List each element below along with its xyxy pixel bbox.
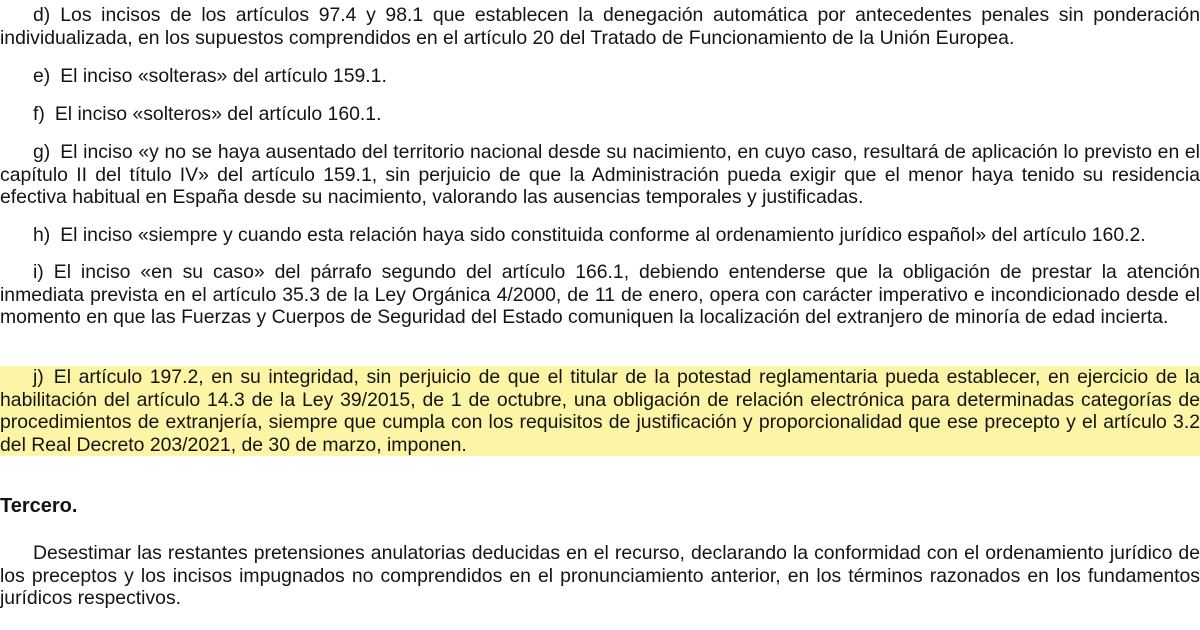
paragraph-item-h xyxy=(0,224,1200,247)
paragraph-item-i xyxy=(0,261,1200,329)
item-letter: g) xyxy=(33,141,51,163)
item-letter: f) xyxy=(33,103,45,125)
section-heading: Tercero. xyxy=(0,495,78,517)
item-letter: i) xyxy=(33,261,44,283)
item-letter: j) xyxy=(33,366,44,388)
paragraph-item-g xyxy=(0,141,1200,209)
item-text: El inciso «en su caso» del párrafo segundo del artículo 166.1, debiendo entenderse que la obligación de prestar la atención inmediata prevista en el artículo 35.3 de la Ley Orgánica 4/2000, de 11 de enero, opera con carácter imperativo e incondicionado desde el momento en que las Fuerzas y Cuerpos de Seguridad del Estado comuniquen la localización del extranjero de minoría de edad incierta. xyxy=(0,261,1200,329)
closing-paragraph: Desestimar las restantes pretensiones anulatorias deducidas en el recurso, declarando la conformidad con el ordenamiento jurídico de los preceptos y los incisos impugnados no comprendidos en el pronunciamiento anterior, en los términos razonados en los fundamentos jurídicos respectivos. xyxy=(0,542,1200,610)
item-text: El inciso «solteros» del artículo 160.1. xyxy=(54,103,382,125)
paragraph-item-d xyxy=(0,4,1200,49)
item-text: El artículo 197.2, en su integridad, sin perjuicio de que el titular de la potestad reglamentaria pueda establecer, en ejercicio de la habilitación del artículo 14.3 de la Ley 39/2015, de 1 de octubre, una obligación de relación electrónica para determinadas categorías de procedimientos de extranjería, siempre que cumpla con los requisitos de justificación y proporcionalidad que ese precepto y el artículo 3.2 del Real Decreto 203/2021, de 30 de marzo, imponen. xyxy=(0,366,1200,456)
item-text: El inciso «y no se haya ausentado del territorio nacional desde su nacimiento, en cuyo caso, resultará de aplicación lo previsto en el capítulo II del título IV» del artículo 159.1, sin perjuicio de que la Administración pueda exigir que el menor haya tenido su residencia efectiva habitual en España desde su nacimiento, valorando las ausencias temporales y justificadas. xyxy=(0,141,1200,209)
paragraph-item-f xyxy=(0,103,1200,126)
item-text: Los incisos de los artículos 97.4 y 98.1 que establecen la denegación automática por antecedentes penales sin ponderación individualizada, en los supuestos comprendidos en el artículo 20 del Tratado de Funcionamiento de la Unión Europea. xyxy=(0,4,1200,49)
item-letter: d) xyxy=(33,4,51,26)
paragraph-item-j-highlighted xyxy=(0,366,1200,456)
item-text: El inciso «siempre y cuando esta relación haya sido constituida conforme al ordenamiento jurídico español» del artículo 160.2. xyxy=(60,224,1146,246)
item-letter: h) xyxy=(33,224,51,246)
paragraph-item-e xyxy=(0,65,1200,88)
item-letter: e) xyxy=(33,65,51,87)
item-text: El inciso «solteras» del artículo 159.1. xyxy=(60,65,387,87)
